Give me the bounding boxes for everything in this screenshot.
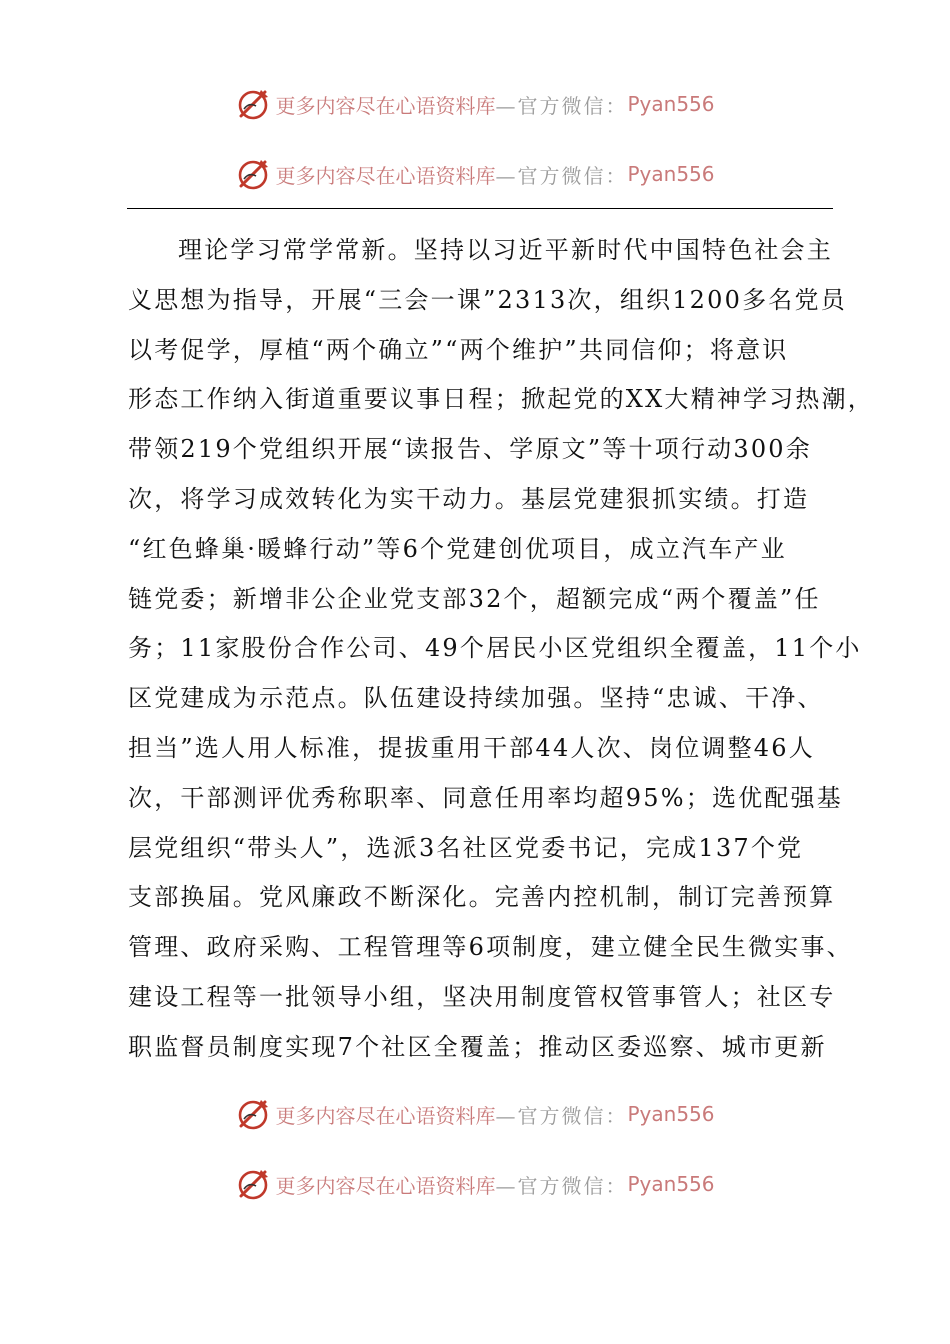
- body-line: 链党委；新增非公企业党支部32个，超额完成“两个覆盖”任: [128, 584, 821, 613]
- watermark-main-text: 更多内容尽在心语资料库: [275, 163, 496, 188]
- pen-logo-icon: [235, 1166, 271, 1202]
- watermark-wechat-id: Pyan556: [627, 92, 715, 116]
- pen-logo-icon: [235, 156, 271, 192]
- body-line: 理论学习常学常新。坚持以习近平新时代中国特色社会主: [178, 236, 833, 264]
- watermark-banner: [0, 84, 950, 124]
- body-line: 次，将学习成效转化为实干动力。基层党建狠抓实绩。打造: [128, 484, 810, 513]
- watermark-wechat-id: Pyan556: [627, 162, 715, 186]
- body-line: 区党建成为示范点。队伍建设持续加强。坚持“忠诚、干净、: [128, 684, 824, 713]
- header-divider: [127, 208, 833, 209]
- body-line: 带领219个党组织开展“读报告、学原文”等十项行动300余: [128, 435, 812, 464]
- body-line: 以考促学，厚植“两个确立”“两个维护”共同信仰；将意识: [128, 335, 789, 364]
- pen-logo-icon: [235, 1096, 271, 1132]
- watermark-wechat-id: Pyan556: [627, 1172, 715, 1196]
- watermark-sub-text: —官方微信：: [495, 1173, 628, 1198]
- body-line: “红色蜂巢·暖蜂行动”等6个党建创优项目，成立汽车产业: [128, 534, 787, 563]
- body-line: 务；11家股份合作公司、49个居民小区党组织全覆盖，11个小: [128, 634, 862, 663]
- body-line: 形态工作纳入街道重要议事日程；掀起党的XX大精神学习热潮，: [128, 385, 874, 414]
- pen-logo-icon: [235, 86, 271, 122]
- watermark-banner: [0, 1164, 950, 1204]
- body-line: 建设工程等一批领导小组，坚决用制度管权管事管人；社区专: [128, 982, 836, 1011]
- watermark-main-text: 更多内容尽在心语资料库: [275, 93, 496, 118]
- watermark-main-text: 更多内容尽在心语资料库: [275, 1103, 496, 1128]
- watermark-main-text: 更多内容尽在心语资料库: [275, 1173, 496, 1198]
- body-line: 职监督员制度实现7个社区全覆盖；推动区委巡察、城市更新: [128, 1032, 827, 1061]
- watermark-sub-text: —官方微信：: [495, 163, 628, 188]
- watermark-sub-text: —官方微信：: [495, 93, 628, 118]
- watermark-banner: [0, 1094, 950, 1134]
- watermark-wechat-id: Pyan556: [627, 1102, 715, 1126]
- body-line: 层党组织“带头人”，选派3名社区党委书记，完成137个党: [128, 833, 804, 862]
- body-line: 支部换届。党风廉政不断深化。完善内控机制，制订完善预算: [128, 883, 836, 912]
- document-body: [128, 226, 874, 1073]
- body-line: 管理、政府采购、工程管理等6项制度，建立健全民生微实事、: [128, 933, 853, 962]
- watermark-sub-text: —官方微信：: [495, 1103, 628, 1128]
- body-line: 次，干部测评优秀称职率、同意任用率均超95%；选优配强基: [128, 783, 843, 812]
- watermark-banner: [0, 154, 950, 194]
- body-line: 义思想为指导，开展“三会一课”2313次，组织1200多名党员: [128, 285, 847, 314]
- body-line: 担当”选人用人标准，提拔重用干部44人次、岗位调整46人: [128, 733, 815, 762]
